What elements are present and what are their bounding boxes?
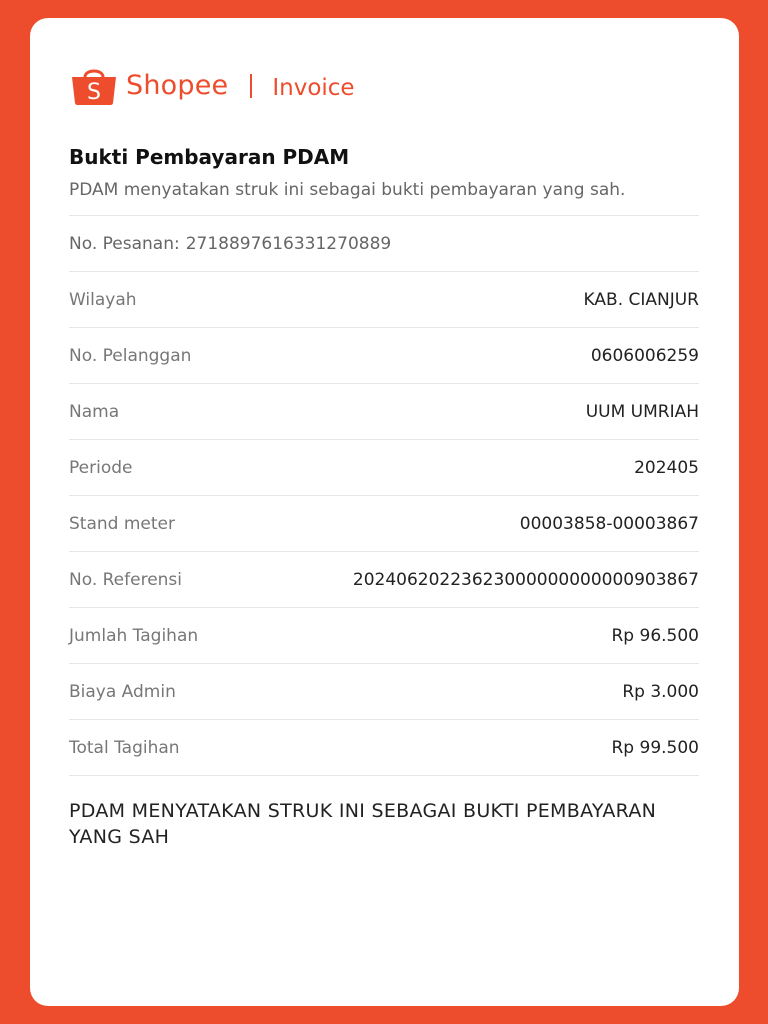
detail-row-jumlah-tagihan (69, 608, 699, 664)
brand-divider (250, 74, 252, 98)
detail-label: Periode (69, 457, 133, 478)
detail-label: Jumlah Tagihan (69, 625, 199, 646)
detail-value: Rp 96.500 (611, 625, 699, 646)
receipt-title: Bukti Pembayaran PDAM (69, 145, 350, 169)
detail-row-nama (69, 384, 699, 440)
invoice-card (30, 18, 739, 1006)
order-number-value: 2718897616331270889 (185, 233, 392, 254)
detail-value: UUM UMRIAH (585, 401, 699, 422)
detail-row-no-pelanggan (69, 328, 699, 384)
svg-text:S: S (87, 80, 101, 105)
detail-value: Rp 99.500 (611, 737, 699, 758)
detail-row-biaya-admin (69, 664, 699, 720)
detail-row-no-referensi (69, 552, 699, 608)
detail-row-total-tagihan (69, 720, 699, 776)
detail-value: 0606006259 (590, 345, 699, 366)
order-number-row (69, 216, 699, 272)
order-number-label: No. Pesanan: (69, 233, 180, 254)
detail-label: Wilayah (69, 289, 137, 310)
detail-label: Total Tagihan (69, 737, 180, 758)
invoice-label: Invoice (272, 75, 355, 101)
payment-validity-note: PDAM MENYATAKAN STRUK INI SEBAGAI BUKTI PEMBAYARAN YANG SAH (69, 800, 657, 848)
brand-header (69, 66, 355, 106)
detail-value: KAB. CIANJUR (583, 289, 699, 310)
detail-row-periode (69, 440, 699, 496)
receipt-description: PDAM menyatakan struk ini sebagai bukti pembayaran yang sah. (69, 179, 699, 216)
detail-label: Stand meter (69, 513, 175, 534)
detail-value: 20240620223623000000000000903867 (352, 569, 699, 590)
detail-value: 00003858-00003867 (519, 513, 699, 534)
detail-row-wilayah (69, 272, 699, 328)
detail-label: Biaya Admin (69, 681, 176, 702)
detail-label: No. Pelanggan (69, 345, 192, 366)
detail-row-stand-meter (69, 496, 699, 552)
receipt-content (69, 144, 699, 850)
detail-value: 202405 (634, 457, 699, 478)
shopee-bag-icon (69, 66, 119, 106)
brand-name: Shopee (126, 70, 229, 101)
detail-value: Rp 3.000 (622, 681, 699, 702)
detail-label: No. Referensi (69, 569, 183, 590)
detail-label: Nama (69, 401, 120, 422)
